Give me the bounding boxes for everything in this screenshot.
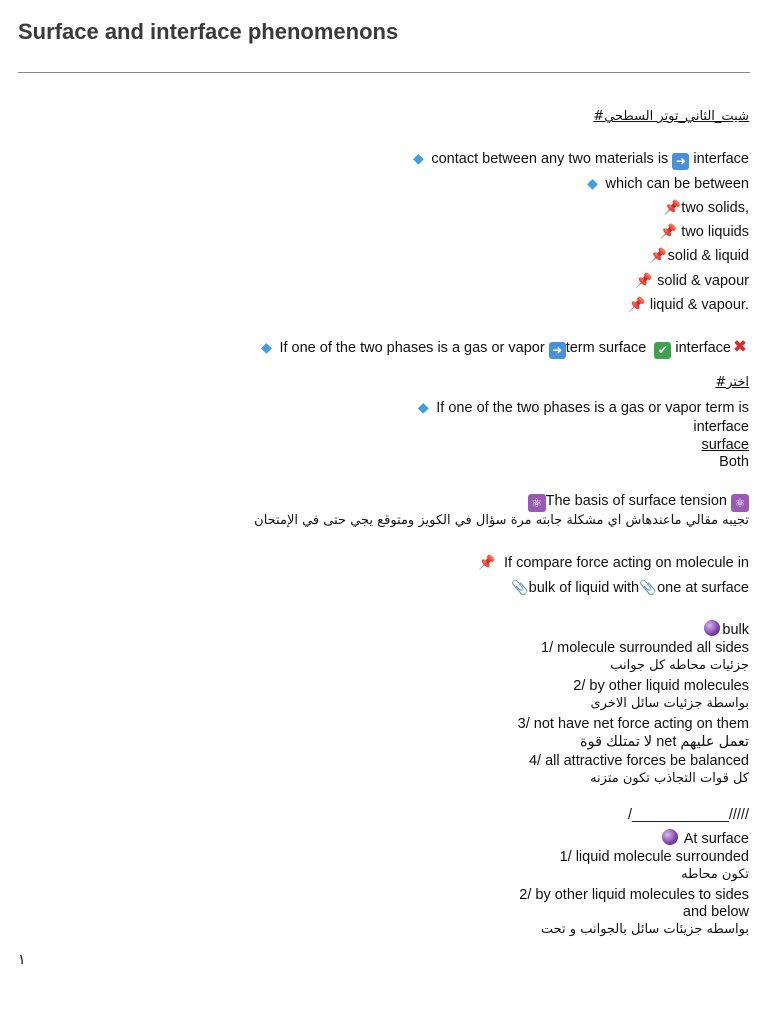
pushpin-icon: 📌 xyxy=(659,224,677,240)
between-line xyxy=(583,175,749,193)
crystal-ball-icon xyxy=(662,829,678,845)
bulk-point-arabic: بواسطة جزئيات سائل الاخرى xyxy=(590,696,749,711)
pushpin-icon: 📌 xyxy=(649,248,668,264)
gem-icon: ◆ xyxy=(587,176,598,192)
arabic-note: تجيبه مقالي ماعندهاش اي مشكلة جابته مرة سؤال في الكويز ومتوقع يجي حتى في الإمتحان xyxy=(254,513,749,528)
compare-line-2 xyxy=(511,579,749,597)
surface-heading xyxy=(662,829,749,848)
surface-point: 2/ by other liquid molecules to sides xyxy=(519,887,749,903)
gas-vapor-line xyxy=(257,338,749,359)
list-item-text: solid & liquid xyxy=(667,248,749,264)
between-text: which can be between xyxy=(605,176,749,192)
basis-heading xyxy=(528,492,749,512)
gas-line-text: If one of the two phases is a gas or vapor xyxy=(279,340,545,356)
contact-result: interface xyxy=(693,151,749,167)
surface-point-cont: and below xyxy=(682,904,749,920)
paperclip-icon: 📎 xyxy=(639,580,657,596)
surface-point-arabic: بواسطه جزيئات سائل بالجوانب و تحت xyxy=(540,922,749,937)
bulk-point-arabic: تعمل عليهم net لا تمتلك قوة xyxy=(580,734,749,750)
bulk-heading-text: bulk xyxy=(722,622,749,638)
list-item-text: two liquids xyxy=(681,224,749,240)
pushpin-icon: 📌 xyxy=(628,297,646,313)
question-line xyxy=(414,399,749,417)
right-arrow-icon: ➜ xyxy=(549,342,566,359)
list-item xyxy=(659,223,749,241)
cross-mark-icon: ✖ xyxy=(732,337,748,357)
pushpin-icon: 📌 xyxy=(635,273,653,289)
list-item-text: liquid & vapour. xyxy=(649,297,749,313)
compare-text-1: If compare force acting on molecule in xyxy=(503,555,749,571)
bulk-point: 4/ all attractive forces be balanced xyxy=(528,753,749,769)
bulk-point: 1/ molecule surrounded all sides xyxy=(541,640,749,656)
atom-icon: ⚛ xyxy=(528,494,546,512)
surface-heading-text: At surface xyxy=(683,831,749,847)
option-surface: surface xyxy=(701,437,749,453)
compare-text-2a: bulk of liquid with xyxy=(528,580,640,596)
atom-icon: ⚛ xyxy=(731,494,749,512)
gem-icon: ◆ xyxy=(412,151,424,167)
page-title: Surface and interface phenomenons xyxy=(18,19,399,44)
right-arrow-icon: ➜ xyxy=(672,153,689,170)
basis-text: The basis of surface tension xyxy=(545,493,727,509)
paperclip-icon: 📎 xyxy=(510,580,529,596)
choose-hashtag[interactable]: اختر# xyxy=(715,375,749,390)
bulk-point-arabic: جزئيات محاطه كل جوانب xyxy=(610,658,749,673)
pushpin-icon: 📌 xyxy=(478,555,496,571)
question-text: If one of the two phases is a gas or vapor term is xyxy=(436,400,749,416)
option-both: Both xyxy=(719,454,749,470)
list-item xyxy=(650,247,749,265)
compare-line-1 xyxy=(478,554,749,572)
compare-text-2b: one at surface xyxy=(657,580,749,596)
page-number: ١ xyxy=(18,952,26,968)
gem-icon: ◆ xyxy=(261,340,272,356)
gas-line-interface: interface xyxy=(675,340,731,356)
contact-line xyxy=(409,150,749,170)
sheet-hashtag[interactable]: شيت_الثاني_توتر السطحي# xyxy=(593,109,749,124)
check-mark-icon: ✔ xyxy=(654,342,671,359)
separator-line: /____________///// xyxy=(628,807,749,823)
list-item xyxy=(663,199,749,217)
pushpin-icon: 📌 xyxy=(663,200,682,216)
list-item-text: solid & vapour xyxy=(657,273,749,289)
title-divider xyxy=(18,72,750,73)
gas-line-term: term surface xyxy=(565,340,647,356)
gem-icon: ◆ xyxy=(417,400,429,416)
surface-point: 1/ liquid molecule surrounded xyxy=(559,849,749,865)
bulk-point-arabic: كل قوات التجاذب تكون متزنه xyxy=(590,771,749,786)
list-item-text: two solids, xyxy=(681,200,749,216)
list-item xyxy=(635,272,749,290)
bulk-heading xyxy=(704,620,749,639)
bulk-point: 3/ not have net force acting on them xyxy=(517,716,749,732)
bulk-point: 2/ by other liquid molecules xyxy=(573,678,749,694)
surface-point-arabic: تكون محاطه xyxy=(681,867,749,882)
contact-text: contact between any two materials is xyxy=(431,151,669,167)
option-interface: interface xyxy=(693,419,749,435)
crystal-ball-icon xyxy=(704,620,720,636)
list-item xyxy=(628,296,749,314)
